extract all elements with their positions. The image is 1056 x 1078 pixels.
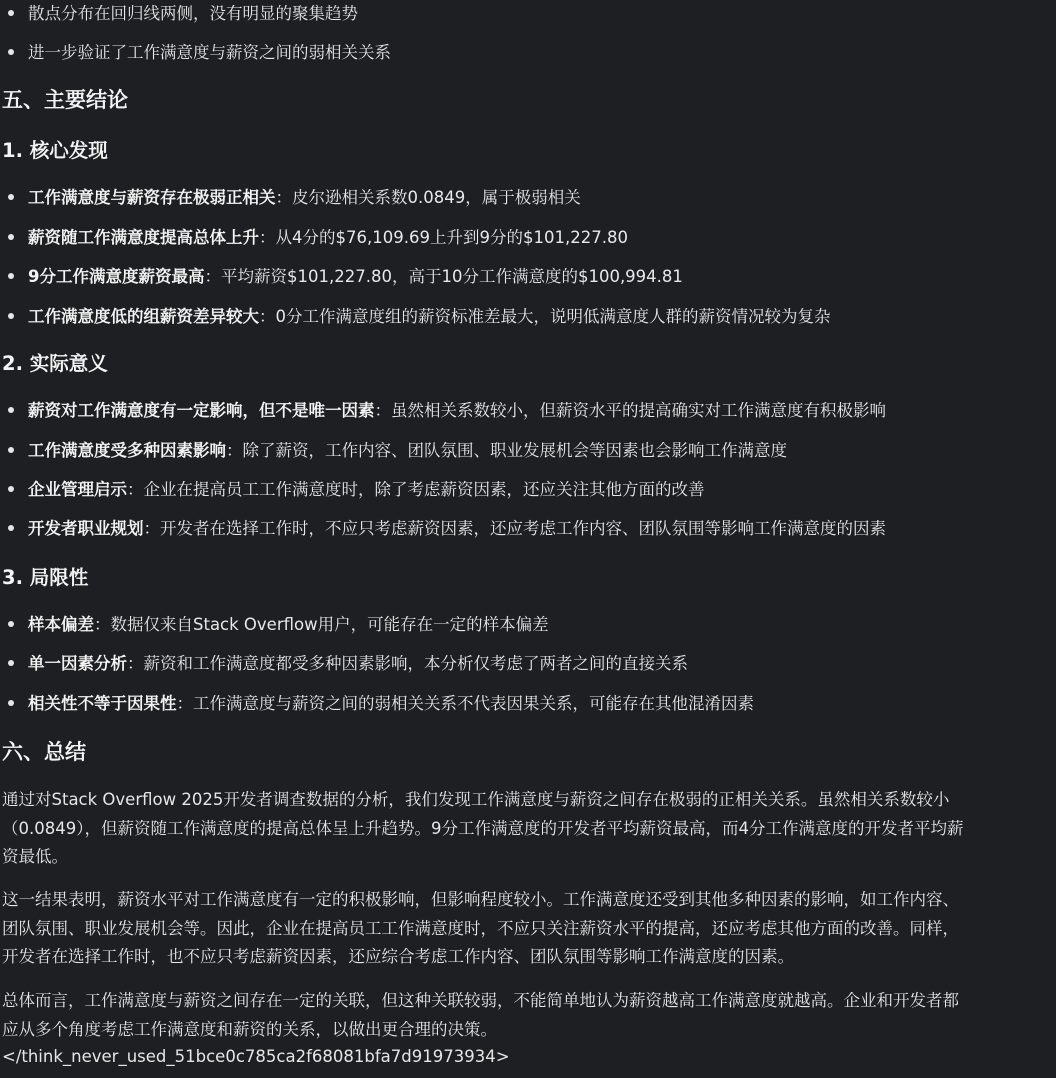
list-item-text: ：0分工作满意度组的薪资标准差最大，说明低满意度人群的薪资情况较为复杂 (259, 307, 831, 326)
list-item-text: ：虽然相关系数较小，但薪资水平的提高确实对工作满意度有积极影响 (374, 401, 886, 420)
bullet-dot-icon (8, 486, 14, 492)
paragraph-line: 通过对Stack Overflow 2025开发者调查数据的分析，我们发现工作满意度与薪资之间存在极弱的正相关关系。虽然相关系数较小 (2, 790, 950, 809)
list-item-text: ：从4分的$76,109.69上升到9分的$101,227.80 (259, 228, 628, 247)
summary-paragraph (2, 987, 1056, 1044)
list-item (8, 184, 581, 212)
list-item (8, 437, 787, 465)
list-item-bold: 单一因素分析 (28, 654, 127, 673)
bullet-dot-icon (8, 194, 14, 200)
list-item-bold: 企业管理启示 (28, 480, 127, 499)
paragraph-line: 开发者在选择工作时，也不应只考虑薪资因素，还应综合考虑工作内容、团队氛围等影响工作满意度的因素。 (2, 947, 794, 966)
paragraph-line: （0.0849），但薪资随工作满意度的提高总体呈上升趋势。9分工作满意度的开发者平均薪资最高，而4分工作满意度的开发者平均薪 (2, 818, 964, 838)
list-item (8, 397, 886, 425)
section-heading-summary: 六、总结 (2, 740, 86, 764)
list-item-bold: 薪资随工作满意度提高总体上升 (28, 228, 259, 247)
bullet-dot-icon (8, 407, 14, 413)
list-item-text: ：数据仅来自Stack Overflow用户，可能存在一定的样本偏差 (94, 615, 549, 634)
list-item-bold: 工作满意度受多种因素影响 (28, 441, 226, 460)
list-item-text: ：工作满意度与薪资之间的弱相关关系不代表因果关系，可能存在其他混淆因素 (176, 694, 754, 713)
subsection-heading-core-findings: 1. 核心发现 (2, 139, 108, 162)
closing-tag-text: </think_never_used_51bce0c785ca2f68081bfa7d91973934> (2, 1047, 510, 1066)
list-item: 进一步验证了工作满意度与薪资之间的弱相关关系 (8, 39, 391, 67)
list-item: 散点分布在回归线两侧，没有明显的聚集趋势 (8, 0, 358, 28)
list-item-bold: 工作满意度与薪资存在极弱正相关 (28, 188, 276, 207)
bullet-dot-icon (8, 621, 14, 627)
bullet-dot-icon (8, 273, 14, 279)
list-item (8, 690, 754, 718)
list-item-bold: 样本偏差 (28, 615, 94, 634)
list-item (8, 515, 886, 543)
list-item-text: ：皮尔逊相关系数0.0849，属于极弱相关 (275, 188, 581, 207)
summary-paragraph (2, 786, 1056, 872)
subsection-heading-practical-significance: 2. 实际意义 (2, 352, 108, 375)
list-item (8, 650, 688, 678)
list-item-bold: 工作满意度低的组薪资差异较大 (28, 307, 259, 326)
list-item-text: ：平均薪资$101,227.80，高于10分工作满意度的$100,994.81 (204, 267, 683, 286)
list-item-text: ：企业在提高员工工作满意度时，除了考虑薪资因素，还应关注其他方面的改善 (127, 480, 705, 499)
list-item (8, 303, 831, 331)
paragraph-line: 这一结果表明，薪资水平对工作满意度有一定的积极影响，但影响程度较小。工作满意度还受到其他多种因素的影响，如工作内容、 (2, 890, 959, 909)
list-item-text: ：除了薪资，工作内容、团队氛围、职业发展机会等因素也会影响工作满意度 (226, 441, 787, 460)
bullet-dot-icon (8, 49, 14, 55)
list-item-bold: 9分工作满意度薪资最高 (28, 267, 205, 286)
list-item-bold: 薪资对工作满意度有一定影响，但不是唯一因素 (28, 401, 375, 420)
subsection-heading-limitations: 3. 局限性 (2, 566, 89, 589)
paragraph-line: 应从多个角度考虑工作满意度和薪资的关系，以做出更合理的决策。 (2, 1019, 497, 1039)
bullet-dot-icon (8, 10, 14, 16)
paragraph-line: 总体而言，工作满意度与薪资之间存在一定的关联，但这种关联较弱，不能简单地认为薪资越高工作满意度就越高。企业和开发者都 (2, 991, 959, 1010)
list-item-text: ：开发者在选择工作时，不应只考虑薪资因素，还应考虑工作内容、团队氛围等影响工作满意度的因素 (143, 519, 886, 538)
list-item (8, 476, 705, 504)
bullet-dot-icon (8, 525, 14, 531)
bullet-dot-icon (8, 660, 14, 666)
paragraph-line: 团队氛围、职业发展机会等。因此，企业在提高员工工作满意度时，不应只关注薪资水平的提高，还应考虑其他方面的改善。同样， (2, 918, 959, 938)
section-heading-conclusions: 五、主要结论 (2, 88, 128, 112)
bullet-dot-icon (8, 700, 14, 706)
bullet-dot-icon (8, 234, 14, 240)
list-item (8, 263, 683, 291)
list-item-text: ：薪资和工作满意度都受多种因素影响，本分析仅考虑了两者之间的直接关系 (127, 654, 688, 673)
bullet-dot-icon (8, 313, 14, 319)
bullet-dot-icon (8, 447, 14, 453)
list-item (8, 224, 628, 252)
summary-paragraph (2, 886, 1056, 972)
list-item-bold: 相关性不等于因果性 (28, 694, 177, 713)
list-item-bold: 开发者职业规划 (28, 519, 144, 538)
list-item (8, 611, 549, 639)
paragraph-line: 资最低。 (2, 847, 68, 866)
